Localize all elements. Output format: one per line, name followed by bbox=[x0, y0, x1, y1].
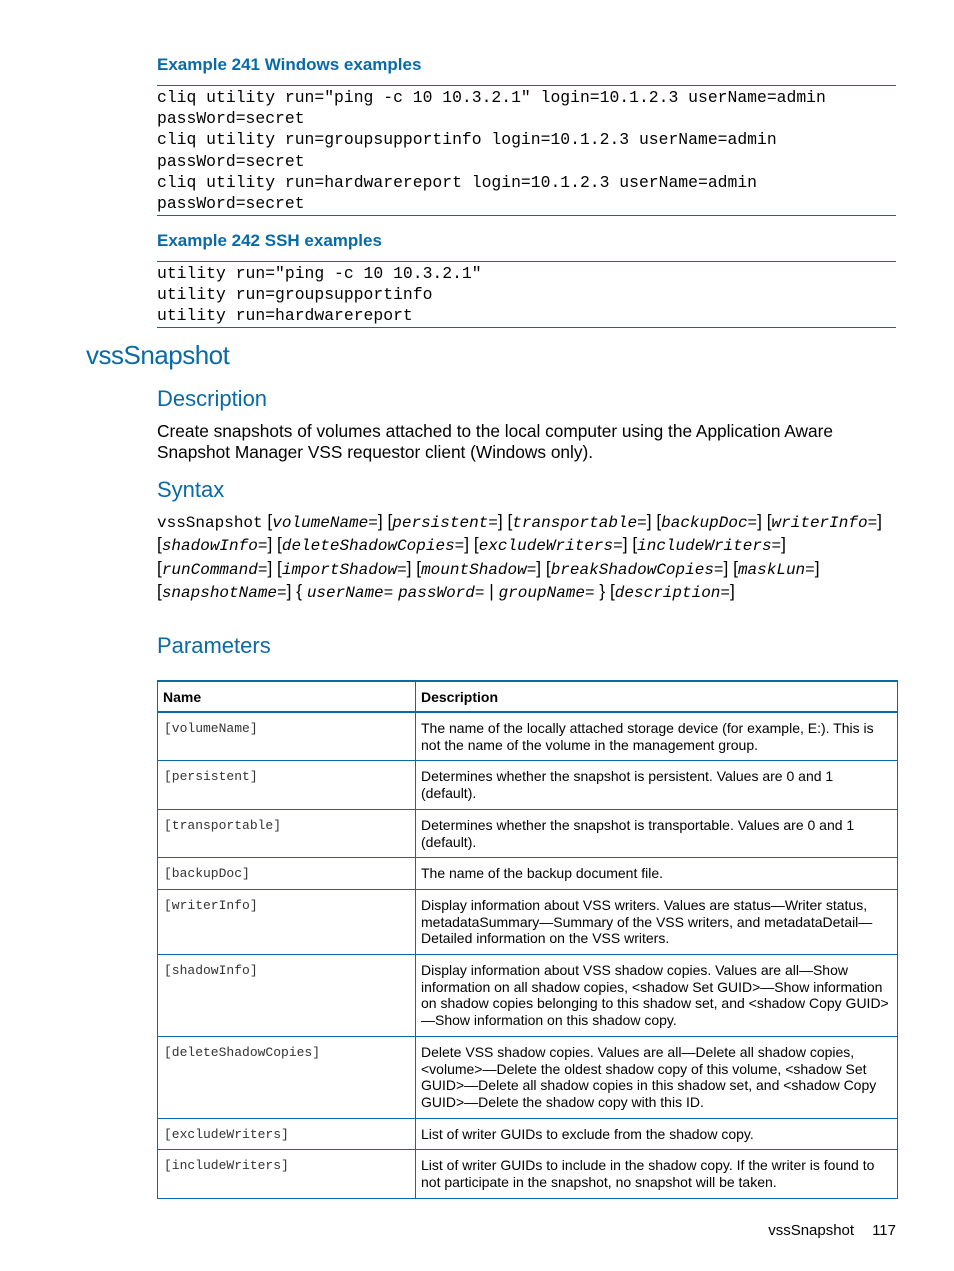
table-row bbox=[158, 858, 898, 890]
syntax-heading: Syntax bbox=[157, 477, 225, 502]
param-description: The name of the backup document file. bbox=[416, 858, 898, 890]
code-line: cliq utility run=hardwarereport login=10.1.2.3 userName=admin bbox=[157, 172, 757, 192]
description-heading: Description bbox=[157, 386, 268, 411]
param-description: The name of the locally attached storage device (for example, E:). This is not the name of the volume in the management group. bbox=[416, 712, 898, 761]
table-row bbox=[158, 712, 898, 761]
param-name: [writerInfo] bbox=[158, 889, 416, 954]
example-242-code bbox=[157, 261, 896, 328]
column-header-name: Name bbox=[158, 681, 416, 712]
param-name: [includeWriters] bbox=[158, 1150, 416, 1198]
syntax-param: importShadow= bbox=[281, 560, 407, 579]
code-line: cliq utility run="ping -c 10 10.3.2.1" login=10.1.2.3 userName=admin bbox=[157, 88, 826, 107]
syntax-param: deleteShadowCopies= bbox=[281, 537, 465, 556]
param-name: [excludeWriters] bbox=[158, 1118, 416, 1150]
syntax-param: description= bbox=[614, 583, 730, 602]
syntax-param: shadowInfo= bbox=[161, 537, 268, 556]
syntax-param: transportable= bbox=[512, 514, 647, 532]
syntax-command: vssSnapshot bbox=[157, 514, 263, 532]
table-row bbox=[158, 1150, 898, 1198]
table-row bbox=[158, 809, 898, 857]
syntax-param: backupDoc= bbox=[661, 514, 758, 532]
param-name: [backupDoc] bbox=[158, 858, 416, 890]
syntax-group-param: userName= bbox=[306, 583, 394, 602]
code-line: utility run="ping -c 10 10.3.2.1" bbox=[157, 264, 482, 283]
code-line: passWord=secret bbox=[157, 194, 305, 214]
syntax-param: maskLun= bbox=[737, 560, 815, 579]
description-text: Create snapshots of volumes attached to the local computer using the Application Aware Snapshot Manager VSS requestor client (Windows only). bbox=[157, 421, 833, 462]
param-description: Display information about VSS writers. Values are status—Writer status, metadataSummary—Summary of the VSS writers, and metadataDetail—Detailed information on the VSS writers. bbox=[416, 889, 898, 954]
param-description: List of writer GUIDs to include in the shadow copy. If the writer is found to not participate in the snapshot, no snapshot will be taken. bbox=[416, 1150, 898, 1198]
table-row bbox=[158, 1036, 898, 1118]
code-line: utility run=groupsupportinfo bbox=[157, 285, 433, 305]
syntax-param: breakShadowCopies= bbox=[550, 560, 724, 579]
syntax-param: snapshotName= bbox=[161, 583, 287, 602]
syntax-block: vssSnapshot [volumeName=] [persistent=] [transportable=] [backupDoc=] [writerInfo=] [shadowInfo=] [deleteShadowCopies=] [excludeWriters=] [includeWriters=] [runCommand=] [importShadow=] [mountShadow=] [breakShadowCopies=] [maskLun=] [snapshotName=] { userName= passWord= | groupName= } [description=] bbox=[157, 511, 882, 602]
example-242-title: Example 242 SSH examples bbox=[157, 231, 382, 250]
param-name: [deleteShadowCopies] bbox=[158, 1036, 416, 1118]
param-description: Delete VSS shadow copies. Values are all—Delete all shadow copies, <volume>—Delete the oldest shadow copy of this volume, <shadow Set GUID>—Delete all shadow copies in this shadow set, and <shadow Copy GUID>—Delete the shadow copy with this ID. bbox=[416, 1036, 898, 1118]
param-description: Determines whether the snapshot is persistent. Values are 0 and 1 (default). bbox=[416, 761, 898, 809]
syntax-param: mountShadow= bbox=[421, 560, 537, 579]
example-241-code bbox=[157, 85, 896, 216]
code-line: cliq utility run=groupsupportinfo login=10.1.2.3 userName=admin bbox=[157, 130, 777, 150]
param-description: Display information about VSS shadow copies. Values are all—Show information on all shadow copies, <shadow Set GUID>—Show information on shadow copies belonging to this shadow set, and <shadow Copy GUID>—Show information on this shadow copy. bbox=[416, 955, 898, 1037]
code-line: utility run=hardwarereport bbox=[157, 306, 413, 326]
table-row bbox=[158, 761, 898, 809]
syntax-param: persistent= bbox=[392, 514, 498, 532]
table-row bbox=[158, 955, 898, 1037]
syntax-param: excludeWriters= bbox=[478, 537, 623, 556]
code-line: passWord=secret bbox=[157, 109, 305, 129]
syntax-group-param: groupName= bbox=[498, 583, 595, 602]
param-name: [transportable] bbox=[158, 809, 416, 857]
page-footer bbox=[768, 1222, 896, 1239]
syntax-param: volumeName= bbox=[272, 514, 378, 532]
parameters-heading: Parameters bbox=[157, 633, 271, 658]
column-header-description: Description bbox=[416, 681, 898, 712]
syntax-param: writerInfo= bbox=[771, 514, 878, 532]
footer-section-name: vssSnapshot bbox=[768, 1222, 855, 1239]
param-name: [volumeName] bbox=[158, 712, 416, 761]
example-241-title: Example 241 Windows examples bbox=[157, 55, 422, 74]
param-name: [shadowInfo] bbox=[158, 955, 416, 1037]
code-line: passWord=secret bbox=[157, 151, 305, 171]
parameters-table bbox=[157, 680, 898, 1199]
page-number: 117 bbox=[872, 1222, 896, 1239]
syntax-param: includeWriters= bbox=[637, 537, 782, 556]
syntax-param: runCommand= bbox=[161, 560, 268, 579]
param-description: List of writer GUIDs to exclude from the shadow copy. bbox=[416, 1118, 898, 1150]
table-row bbox=[158, 889, 898, 954]
table-row bbox=[158, 1118, 898, 1150]
table-header-row bbox=[158, 681, 898, 712]
param-description: Determines whether the snapshot is transportable. Values are 0 and 1 (default). bbox=[416, 809, 898, 857]
param-name: [persistent] bbox=[158, 761, 416, 809]
syntax-group-param: passWord= bbox=[398, 583, 485, 602]
section-title: vssSnapshot bbox=[86, 340, 230, 370]
